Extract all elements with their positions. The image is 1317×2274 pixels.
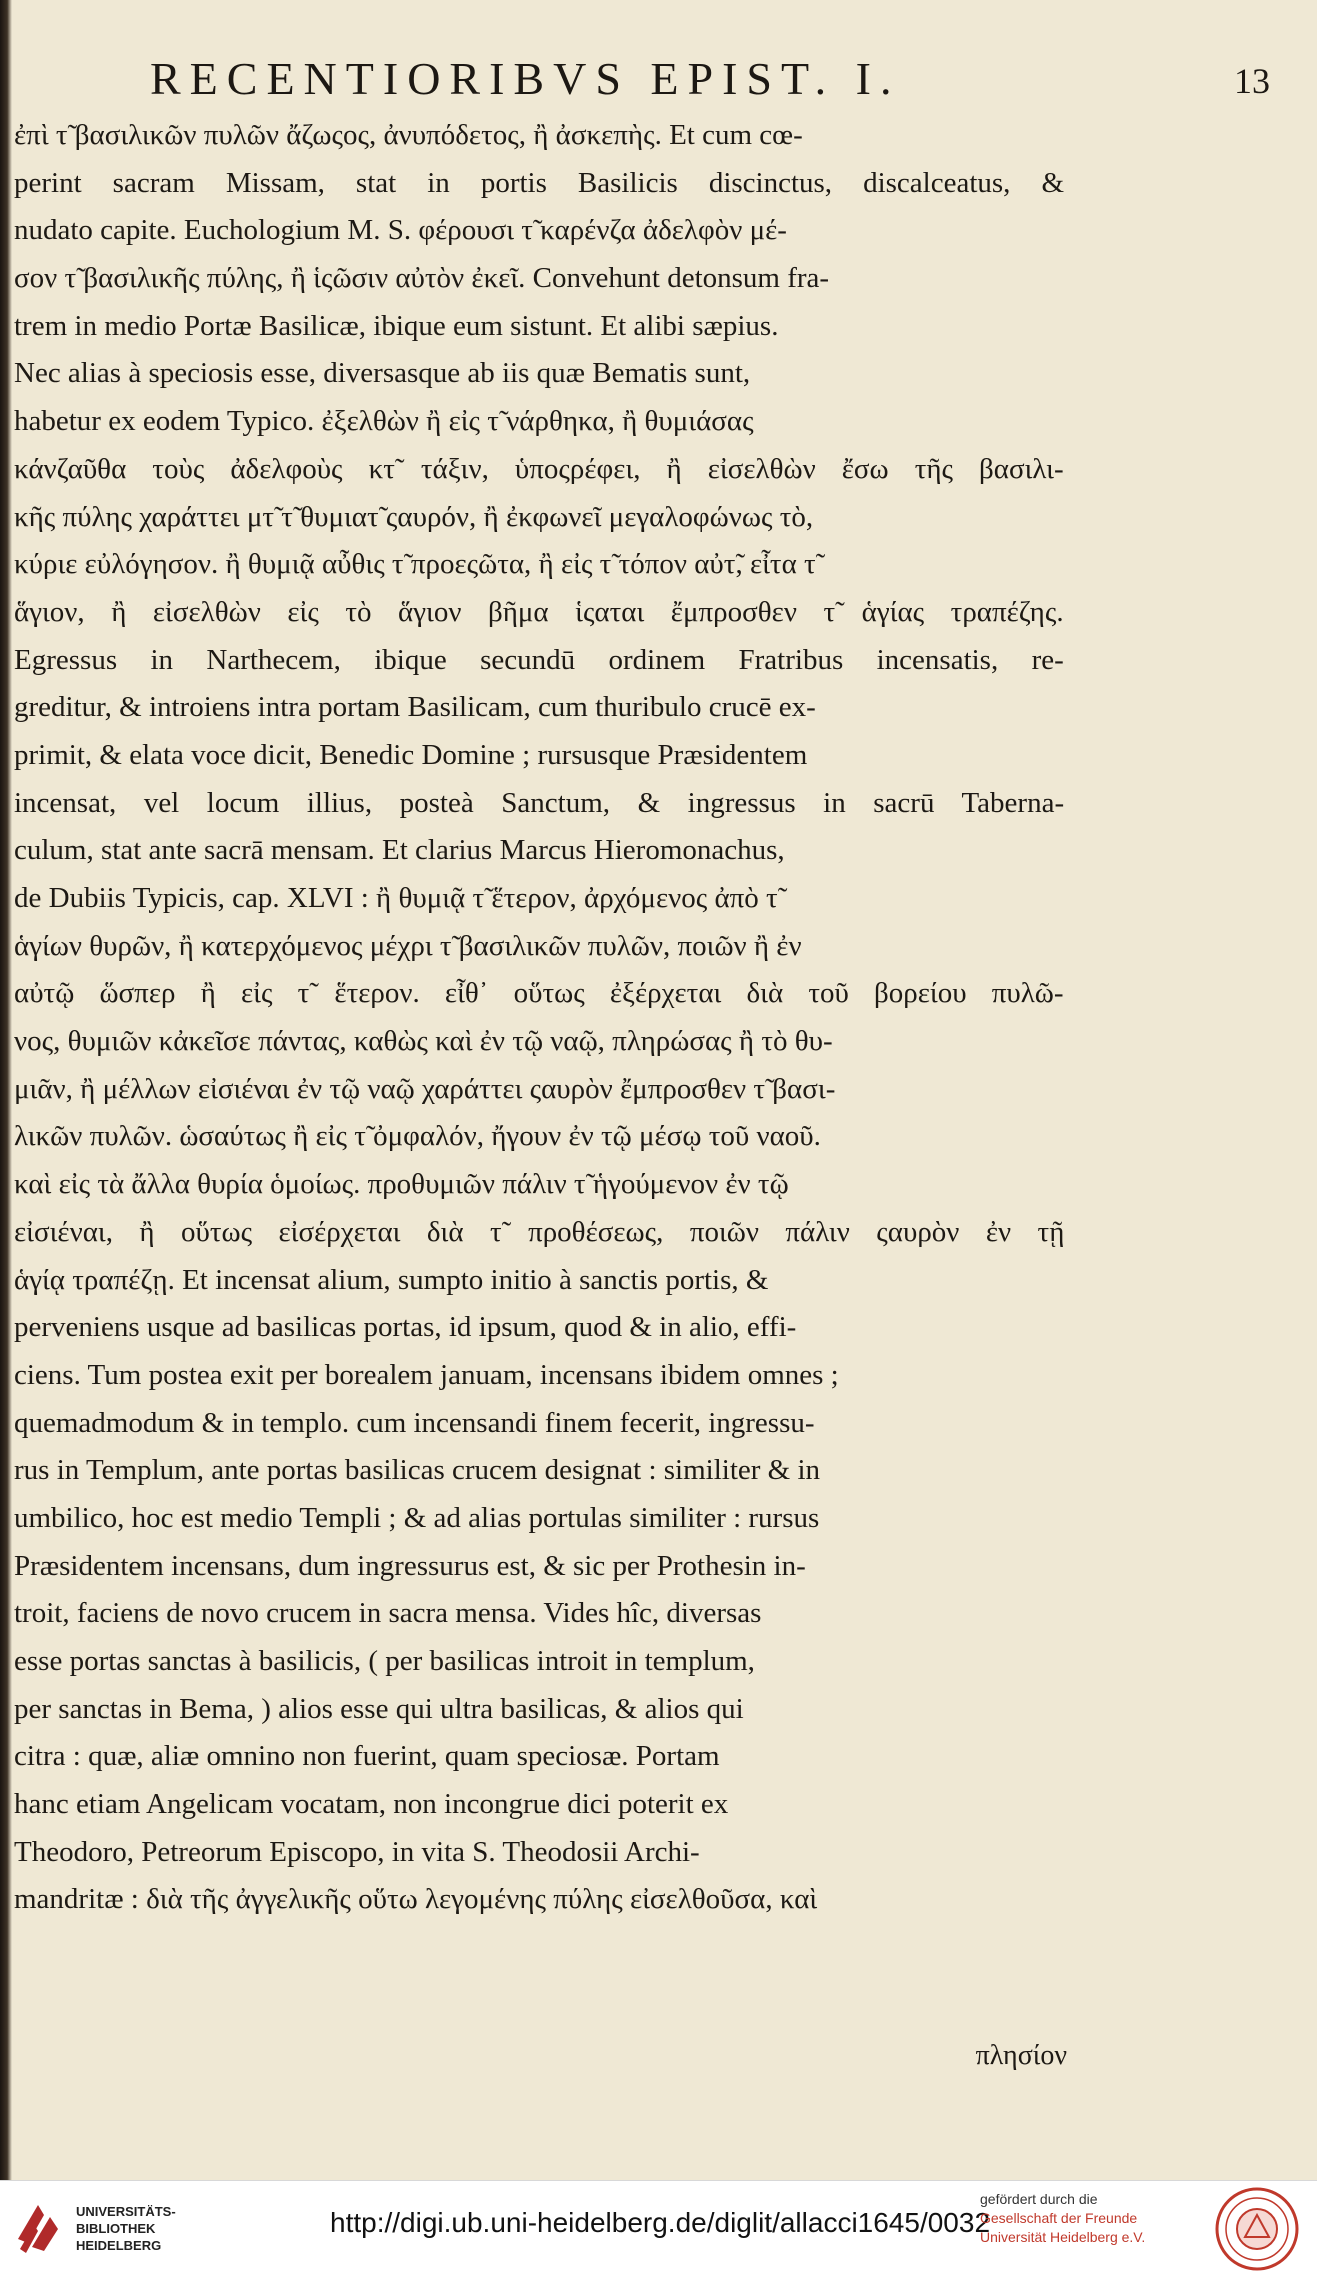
- text-line: umbilico, hoc est medio Templi ; & ad alias portulas similiter : rursus: [14, 1501, 820, 1534]
- text-line: λικῶν πυλῶν. ὡσαύτως ἢ εἰς τ̃ ὀμφαλόν, ἤγουν ἐν τῷ μέσῳ τοῦ ναοῦ.: [14, 1120, 821, 1153]
- text-line: καὶ εἰς τὰ ἄλλα θυρία ὁμοίως. προθυμιῶν πάλιν τ̃ ἡγούμενον ἐν τῷ: [14, 1168, 789, 1201]
- text-line: εἰσιέναι, ἢ οὕτως εἰσέρχεται διὰ τ̃ προθέσεως, ποιῶν πάλιν ςαυρὸν ἐν τῇ: [14, 1215, 1064, 1248]
- text-line: ἁγίᾳ τραπέζῃ. Et incensat alium, sumpto initio à sanctis portis, &: [14, 1263, 769, 1296]
- text-line: κῆς πύλης χαράττει μτ̃ τ̃ θυμιατ̃ ςαυρόν, ἢ ἐκφωνεῖ μεγαλοφώνως τὸ,: [14, 500, 814, 533]
- text-line: rus in Templum, ante portas basilicas crucem designat : similiter & in: [14, 1454, 821, 1487]
- text-line: greditur, & introiens intra portam Basilicam, cum thuribulo crucē ex-: [14, 691, 816, 724]
- text-line: incensat, vel locum illius, posteà Sanctum, & ingressus in sacrū Taberna-: [14, 786, 1064, 819]
- running-title: RECENTIORIBVS EPIST. I.: [150, 53, 901, 104]
- text-line: per sanctas in Bema, ) alios esse qui ultra basilicas, & alios qui: [14, 1692, 744, 1725]
- text-line: ἐπὶ τ̃ βασιλικῶν πυλῶν ἄζωςος, ἀνυπόδετος, ἢ ἀσκεπὴς. Et cum cœ-: [14, 119, 803, 151]
- text-line: culum, stat ante sacrā mensam. Et clarius Marcus Hieromonachus,: [14, 834, 785, 867]
- university-library-name: [76, 2203, 176, 2254]
- sponsor-block: [980, 2189, 1190, 2247]
- sponsor-name-line: Gesellschaft der Freunde: [980, 2210, 1138, 2226]
- text-line: κάνζαῦθα τοὺς ἀδελφοὺς κτ̃ τάξιν, ὑποςρέφει, ἢ εἰσελθὼν ἔσω τῆς βασιλι-: [14, 452, 1064, 485]
- page-binding-edge: [0, 0, 12, 2180]
- sponsor-note: gefördert durch die: [980, 2191, 1098, 2207]
- library-line: BIBLIOTHEK: [76, 2221, 156, 2236]
- text-line: Nec alias à speciosis esse, diversasque ab iis quæ Bematis sunt,: [14, 357, 751, 390]
- text-line: habetur ex eodem Typico. ἐξελθὼν ἢ εἰς τ̃ νάρθηκα, ἢ θυμιάσας: [14, 405, 754, 438]
- text-line: μιᾶν, ἢ μέλλων εἰσιέναι ἐν τῷ ναῷ χαράττει ςαυρὸν ἔμπροσθεν τ̃ βασι-: [14, 1072, 836, 1105]
- text-line: esse portas sanctas à basilicis, ( per basilicas introit in templum,: [14, 1645, 755, 1677]
- text-line: ἁγίων θυρῶν, ἢ κατερχόμενος μέχρι τ̃ βασιλικῶν πυλῶν, ποιῶν ἢ ἐν: [14, 929, 802, 962]
- library-line: UNIVERSITÄTS-: [76, 2204, 176, 2219]
- text-line: Theodoro, Petreorum Episcopo, in vita S. Theodosii Archi-: [14, 1835, 700, 1868]
- sponsor-name-line: Universität Heidelberg e.V.: [980, 2229, 1146, 2245]
- library-line: HEIDELBERG: [76, 2238, 162, 2253]
- text-line: de Dubiis Typicis, cap. XLVI : ἢ θυμιᾷ τ̃ ἕτερον, ἀρχόμενος ἀπὸ τ̃: [14, 882, 778, 914]
- text-line: hanc etiam Angelicam vocatam, non incongrue dici poterit ex: [14, 1788, 729, 1821]
- text-line: Præsidentem incensans, dum ingressurus est, & sic per Prothesin in-: [14, 1549, 806, 1582]
- text-line: νος, θυμιῶν κἀκεῖσε πάντας, καθὼς καὶ ἐν τῷ ναῷ, πληρώσας ἢ τὸ θυ-: [14, 1025, 833, 1058]
- page-header: [150, 52, 1270, 108]
- text-line: ciens. Tum postea exit per borealem januam, incensans ibidem omnes ;: [14, 1358, 839, 1391]
- viewer-footer: [0, 2180, 1317, 2274]
- text-line: primit, & elata voce dicit, Benedic Domine ; rursusque Præsidentem: [14, 738, 808, 771]
- text-line: ἅγιον, ἢ εἰσελθὼν εἰς τὸ ἅγιον βῆμα ἱςαται ἔμπροσθεν τ̃ ἁγίας τραπέζης.: [14, 595, 1064, 628]
- catchword: πλησίον: [975, 2040, 1067, 2071]
- text-line: troit, faciens de novo crucem in sacra mensa. Vides hîc, diversas: [14, 1597, 762, 1630]
- text-line: quemadmodum & in templo. cum incensandi finem fecerit, ingressu-: [14, 1406, 815, 1439]
- text-line: αὐτῷ ὥσπερ ἢ εἰς τ̃ ἕτερον. εἶθ᾽ οὕτως ἐξέρχεται διὰ τοῦ βορείου πυλῶ-: [14, 977, 1064, 1010]
- university-seal-icon: [1215, 2187, 1299, 2271]
- text-line: citra : quæ, aliæ omnino non fuerint, quam speciosæ. Portam: [14, 1740, 720, 1773]
- text-line: mandritæ : διὰ τῆς ἀγγελικῆς οὕτω λεγομένης πύλης εἰσελθοῦσα, καὶ: [14, 1883, 818, 1916]
- page-number: 13: [1234, 61, 1270, 101]
- text-line: perint sacram Missam, stat in portis Basilicis discinctus, discalceatus, &: [14, 166, 1064, 199]
- text-line: Egressus in Narthecem, ibique secundū ordinem Fratribus incensatis, re-: [14, 643, 1064, 676]
- text-line: nudato capite. Euchologium M. S. φέρουσι τ̃ καρένζα ἀδελφὸν μέ-: [14, 214, 787, 247]
- text-line: trem in medio Portæ Basilicæ, ibique eum sistunt. Et alibi sæpius.: [14, 309, 779, 342]
- text-line: κύριε εὐλόγησον. ἢ θυμιᾷ αὖθις τ̃ προεςῶτα, ἢ εἰς τ̃ τόπον αὐτ̃, εἶτα τ̃: [14, 548, 816, 581]
- permalink-url[interactable]: http://digi.ub.uni-heidelberg.de/diglit/allacci1645/0032: [330, 2207, 991, 2238]
- text-line: perveniens usque ad basilicas portas, id ipsum, quod & in alio, effi-: [14, 1311, 797, 1344]
- university-library-logo-icon: [14, 2199, 64, 2255]
- body-text: [14, 112, 1064, 1924]
- text-line: σον τ̃ βασιλικῆς πύλης, ἢ ἱςῶσιν αὐτὸν ἐκεῖ. Convehunt detonsum fra-: [14, 262, 830, 295]
